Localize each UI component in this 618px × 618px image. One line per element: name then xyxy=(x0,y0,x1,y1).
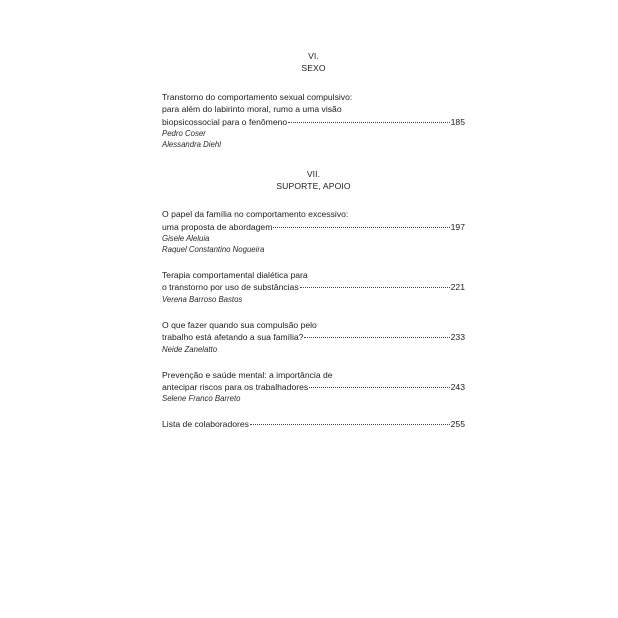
entry-title-line: biopsicossocial para o fenômeno xyxy=(162,116,288,127)
author-name: Pedro Coser xyxy=(162,129,206,139)
dot-leader xyxy=(250,424,450,425)
page-number: 255 xyxy=(450,419,465,430)
author-name: Neide Zanelatto xyxy=(162,344,218,354)
section-title: SEXO xyxy=(301,63,326,73)
toc-entry[interactable] xyxy=(162,208,465,255)
section-number: VI. xyxy=(308,51,319,61)
page-number: 233 xyxy=(450,332,465,343)
entry-title-line: Prevenção e saúde mental: a importância de xyxy=(162,369,333,380)
section-title: SUPORTE, APOIO xyxy=(276,181,351,192)
entry-title-line: Terapia comportamental dialética para xyxy=(162,270,308,281)
entry-title-line: o transtorno por uso de substâncias xyxy=(162,282,299,293)
dot-leader xyxy=(300,287,450,288)
author-name: Verena Barroso Bastos xyxy=(162,294,243,304)
entry-title-last-line xyxy=(162,418,465,430)
toc-entry[interactable] xyxy=(162,418,465,430)
dot-leader xyxy=(288,122,449,123)
dot-leader xyxy=(304,337,449,338)
entry-title-line: Lista de colaboradores xyxy=(162,419,249,430)
entry-title-last-line xyxy=(162,221,465,233)
section-heading xyxy=(162,50,465,74)
entry-title-last-line xyxy=(162,116,465,128)
author-name: Raquel Constantino Nogueira xyxy=(162,245,265,255)
page-number: 243 xyxy=(450,382,465,393)
entry-title-line: antecipar riscos para os trabalhadores xyxy=(162,382,309,393)
entry-title-last-line xyxy=(162,381,465,393)
entry-title-line: trabalho está afetando a sua família? xyxy=(162,332,304,343)
section-number: VII. xyxy=(306,169,321,180)
entry-title-last-line xyxy=(162,281,465,293)
dot-leader xyxy=(309,387,449,388)
page-number: 221 xyxy=(450,282,465,293)
toc-entry[interactable] xyxy=(162,319,465,355)
entry-title-line: O que fazer quando sua compulsão pelo xyxy=(162,319,317,330)
toc-entry[interactable] xyxy=(162,369,465,405)
entry-title-line: Transtorno do comportamento sexual compulsivo: xyxy=(162,92,353,102)
author-name: Gisele Aleluia xyxy=(162,234,210,244)
table-of-contents xyxy=(162,50,465,431)
dot-leader xyxy=(273,227,449,228)
entry-title-line: O papel da família no comportamento excessivo: xyxy=(162,209,349,220)
toc-entry[interactable] xyxy=(162,269,465,305)
section-heading xyxy=(162,168,465,192)
entry-title-last-line xyxy=(162,331,465,343)
page-number: 185 xyxy=(450,116,465,127)
toc-entry[interactable] xyxy=(162,91,465,150)
entry-title-line: uma proposta de abordagem xyxy=(162,221,273,232)
author-name: Selene Franco Barreto xyxy=(162,394,241,404)
author-name: Alessandra Diehl xyxy=(162,140,221,150)
page-number: 197 xyxy=(450,221,465,232)
entry-title-line: para além do labirinto moral, rumo a uma visão xyxy=(162,104,342,115)
